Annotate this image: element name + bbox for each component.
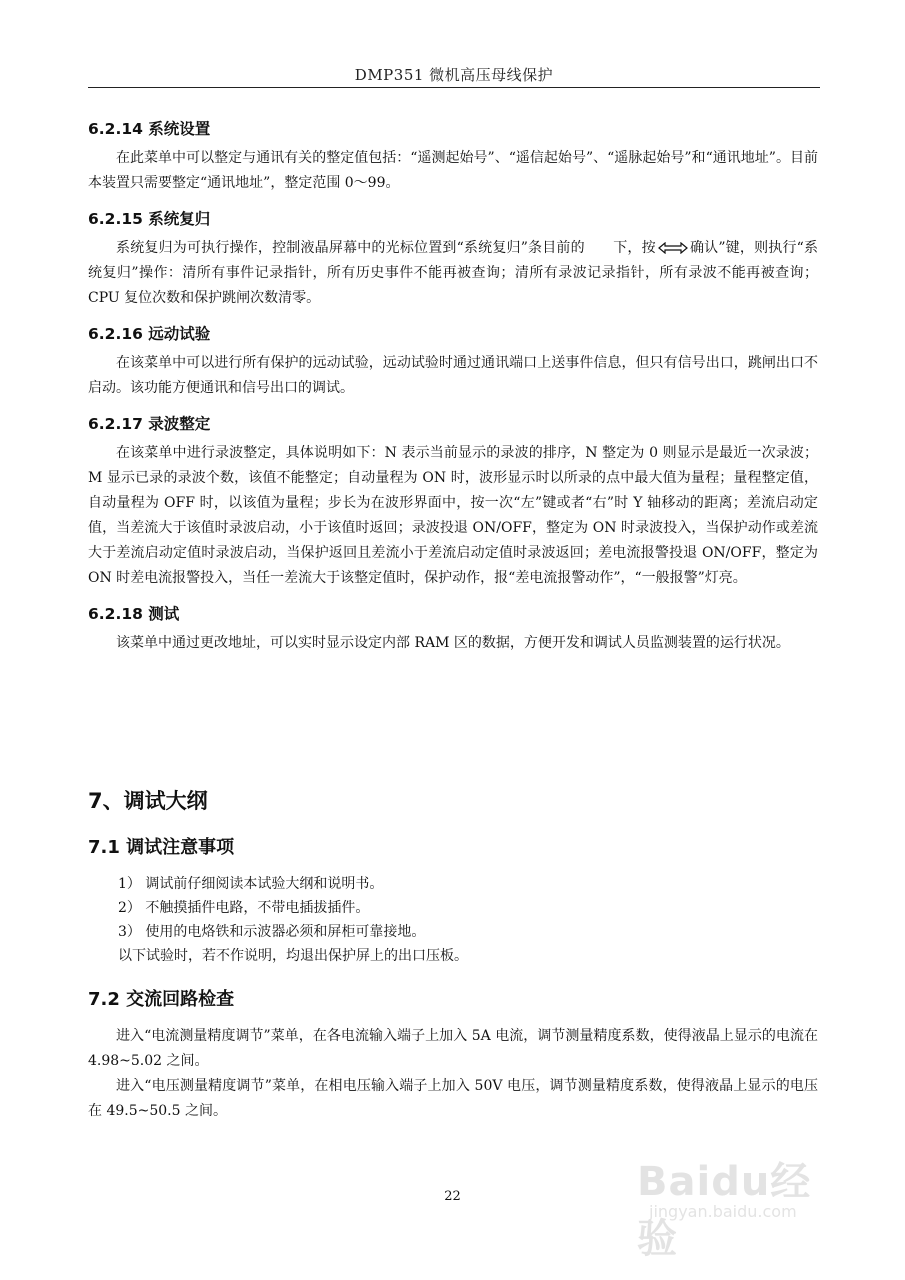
page-number: 22 — [444, 1189, 461, 1204]
para-6-2-15-part-a: 系统复归为可执行操作，控制液晶屏幕中的光标位置到“系统复归”条目前的 下，按 — [116, 240, 656, 256]
header-divider — [88, 87, 820, 88]
para-6-2-15-part-b: 确认”键，则执行“系统复归”操作：清所有事件记录指针，所有历史事件不能再被查询；清所有录波记录指针，所有录波不能再被查询；CPU 复位次数和保护跳闸次数清零。 — [88, 240, 818, 306]
para-7-2-current: 进入“电流测量精度调节”菜单，在各电流输入端子上加入 5A 电流，调节测量精度系数，使得液晶上显示的电流在 4.98~5.02 之间。 — [88, 1028, 818, 1069]
section-6-content — [88, 112, 818, 656]
para-7-2-voltage: 进入“电压测量精度调节”菜单，在相电压输入端子上加入 50V 电压，调节测量精度系数，使得液晶上显示的电压在 49.5~50.5 之间。 — [88, 1078, 818, 1119]
para-6-2-18: 该菜单中通过更改地址，可以实时显示设定内部 RAM 区的数据，方便开发和调试人员监测装置的运行状况。 — [116, 635, 790, 651]
watermark — [637, 1150, 847, 1262]
list-item: 2） 不触摸插件电路，不带电插拔插件。 — [118, 900, 370, 916]
para-6-2-16: 在该菜单中可以进行所有保护的远动试验，远动试验时通过通讯端口上送事件信息，但只有信号出口，跳闸出口不启动。该功能方便通讯和信号出口的调试。 — [88, 355, 818, 396]
heading-7-2: 7.2 交流回路检查 — [88, 989, 235, 1010]
page-header: DMP351 微机高压母线保护 — [354, 66, 554, 84]
list-item: 1） 调试前仔细阅读本试验大纲和说明书。 — [118, 876, 384, 892]
note-7-1: 以下试验时，若不作说明，均退出保护屏上的出口压板。 — [118, 948, 468, 964]
list-item: 3） 使用的电烙铁和示波器必须和屏柜可靠接地。 — [118, 924, 426, 940]
watermark-brand: Baidu经验 — [637, 1159, 812, 1262]
heading-6-2-16: 6.2.16 远动试验 — [88, 325, 211, 343]
heading-6-2-18: 6.2.18 测试 — [88, 605, 180, 623]
section-7-2-content — [88, 1024, 818, 1124]
watermark-url: jingyan.baidu.com — [649, 1202, 797, 1221]
heading-7: 7、调试大纲 — [88, 789, 208, 813]
para-6-2-14: 在此菜单中可以整定与通讯有关的整定值包括：“遥测起始号”、“遥信起始号”、“遥脉起始号”和“通讯地址”。目前本装置只需要整定“通讯地址”，整定范围 0～99。 — [88, 150, 818, 191]
heading-6-2-14: 6.2.14 系统设置 — [88, 120, 211, 138]
double-arrow-icon — [658, 242, 688, 254]
heading-7-1: 7.1 调试注意事项 — [88, 837, 235, 858]
para-6-2-15 — [88, 236, 818, 311]
para-6-2-17: 在该菜单中进行录波整定，具体说明如下：N 表示当前显示的录波的排序，N 整定为 0 则显示是最近一次录波；M 显示已录的录波个数，该值不能整定；自动量程为 ON 时，波形显示时以所录的点中最大值为量程；量程整定值，自动量程为 OFF 时，以该值为量程；步长为在波形界面中，按一次“左”键或者“右”时 Y 轴移动的距离；差流启动定值，当差流大于该值时录波启动，小于该值时返回；录波投退 ON/OFF，整定为 ON 时录波投入，当保护动作或差流大于差流启动定值时录波启动，当保护返回且差流小于差流启动定值时录波返回；差电流报警投退 ON/OFF，整定为 ON 时差电流报警投入，当任一差流大于该整定值时，保护动作，报“差电流报警动作”，“一般报警”灯亮。 — [88, 445, 818, 586]
list-7-1 — [88, 872, 818, 968]
heading-6-2-15: 6.2.15 系统复归 — [88, 210, 211, 228]
heading-6-2-17: 6.2.17 录波整定 — [88, 415, 211, 433]
